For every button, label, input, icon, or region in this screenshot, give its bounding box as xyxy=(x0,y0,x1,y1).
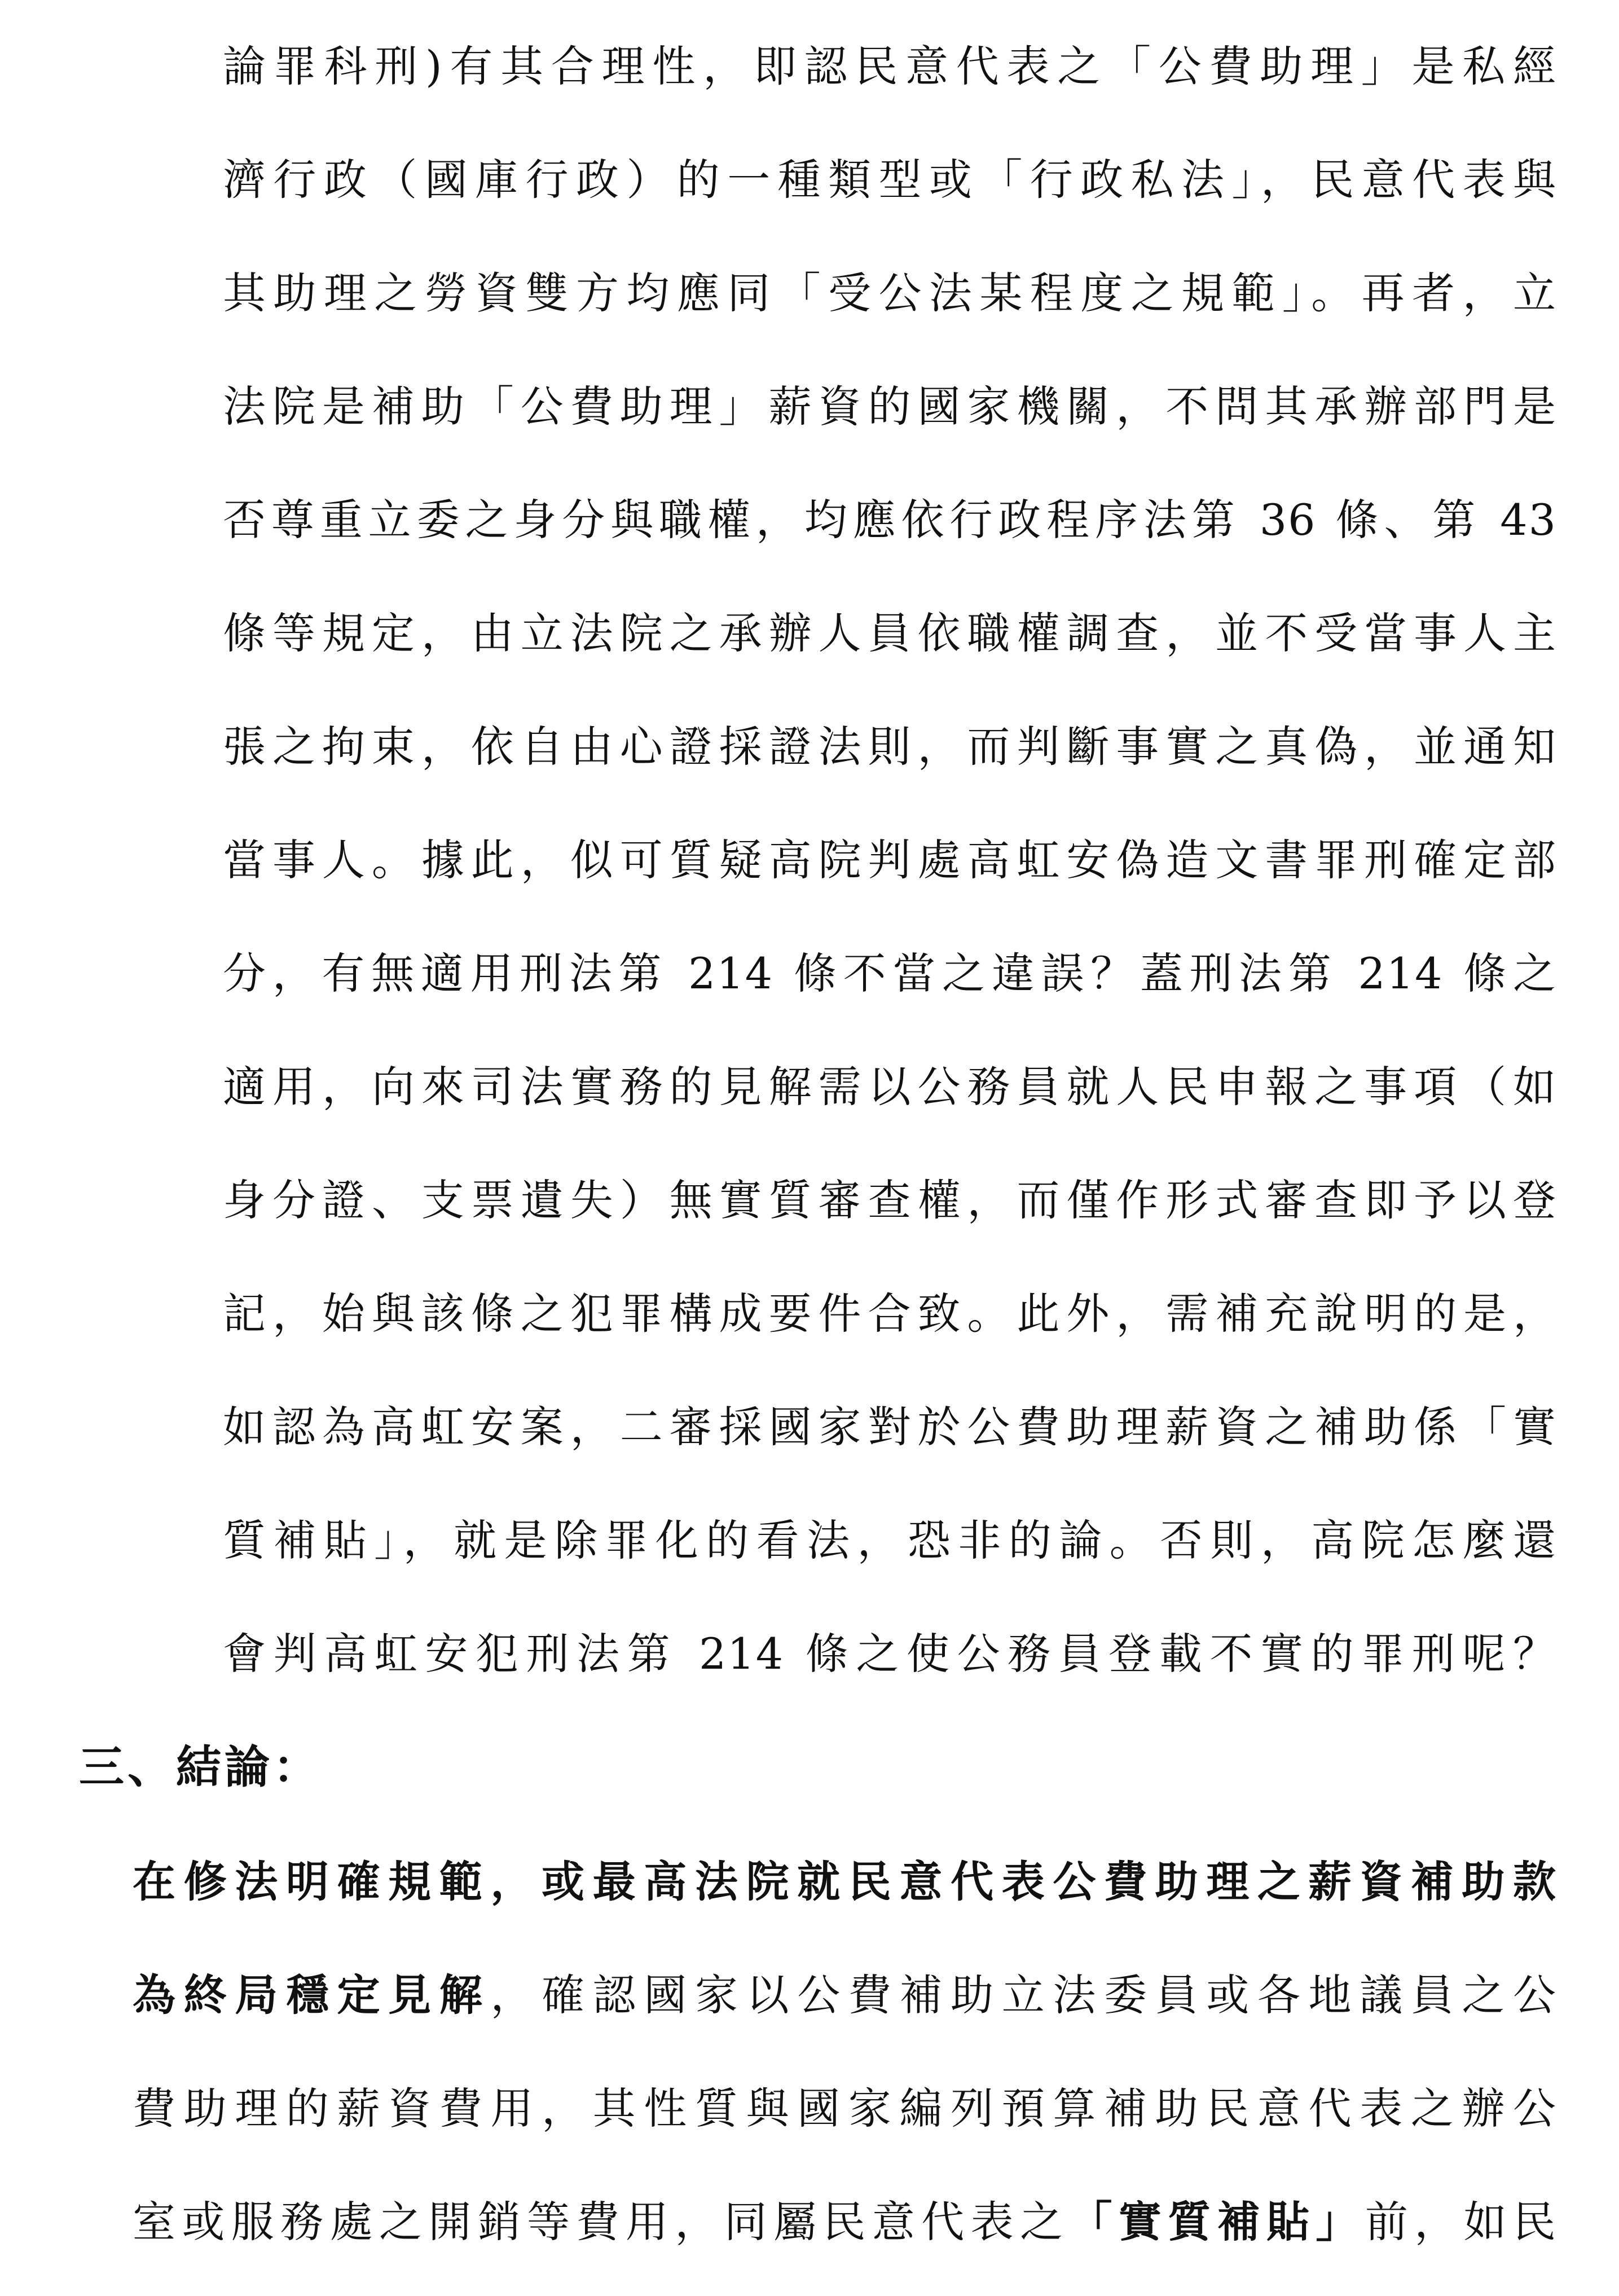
body-line-13: 如認為高虹安案，二審採國家對於公費助理薪資之補助係「實 xyxy=(223,1402,1557,1452)
conclusion-line-1: 在修法明確規範，或最高法院就民意代表公費助理之薪資補助款 xyxy=(133,1857,1557,1907)
body-line-14: 質補貼」，就是除罪化的看法，恐非的論。否則，高院怎麼還 xyxy=(223,1515,1557,1565)
body-line-6: 條等規定，由立法院之承辦人員依職權調查，並不受當事人主 xyxy=(223,608,1557,658)
conclusion-line-2 xyxy=(133,1956,1557,2069)
conclusion-line-3: 費助理的薪資費用，其性質與國家編列預算補助民意代表之辦公 xyxy=(133,2083,1557,2134)
section-heading-conclusion: 三、結論： xyxy=(79,1740,322,1793)
body-line-15: 會判高虹安犯刑法第 214 條之使公務員登載不實的罪刑呢？ xyxy=(223,1629,1557,1679)
body-line-1: 論罪科刑)有其合理性，即認民意代表之「公費助理」是私經 xyxy=(223,41,1557,91)
conclusion-paragraph xyxy=(133,1842,1557,2296)
body-line-7: 張之拘束，依自由心證採證法則，而判斷事實之真偽，並通知 xyxy=(223,722,1557,772)
conclusion-line-4-after: 前，如民 xyxy=(1365,2197,1557,2247)
body-line-2: 濟行政（國庫行政）的一種類型或「行政私法」，民意代表與 xyxy=(223,155,1557,205)
body-line-11: 身分證、支票遺失）無實質審查權，而僅作形式審查即予以登 xyxy=(223,1175,1557,1225)
body-line-10: 適用，向來司法實務的見解需以公務員就人民申報之事項（如 xyxy=(223,1062,1557,1112)
body-line-9: 分，有無適用刑法第 214 條不當之違誤？蓋刑法第 214 條之 xyxy=(223,948,1557,999)
conclusion-line-4-bold: 「實質補貼」 xyxy=(1069,2197,1365,2247)
body-line-8: 當事人。據此，似可質疑高院判處高虹安偽造文書罪刑確定部 xyxy=(223,835,1557,885)
conclusion-line-4-before: 室或服務處之開銷等費用，同屬民意代表之 xyxy=(133,2197,1070,2247)
body-line-4: 法院是補助「公費助理」薪資的國家機關，不問其承辦部門是 xyxy=(223,381,1557,432)
body-line-3: 其助理之勞資雙方均應同「受公法某程度之規範」。再者，立 xyxy=(223,268,1557,318)
conclusion-line-2-rest: ，確認國家以公費補助立法委員或各地議員之公 xyxy=(490,1970,1557,2020)
conclusion-line-4 xyxy=(133,2183,1557,2296)
conclusion-line-2-bold: 為終局穩定見解 xyxy=(133,1970,491,2020)
body-line-5: 否尊重立委之身分與職權，均應依行政程序法第 36 條、第 43 xyxy=(223,495,1557,545)
body-paragraph xyxy=(223,27,1557,1728)
body-line-12: 記，始與該條之犯罪構成要件合致。此外，需補充說明的是， xyxy=(223,1288,1557,1339)
